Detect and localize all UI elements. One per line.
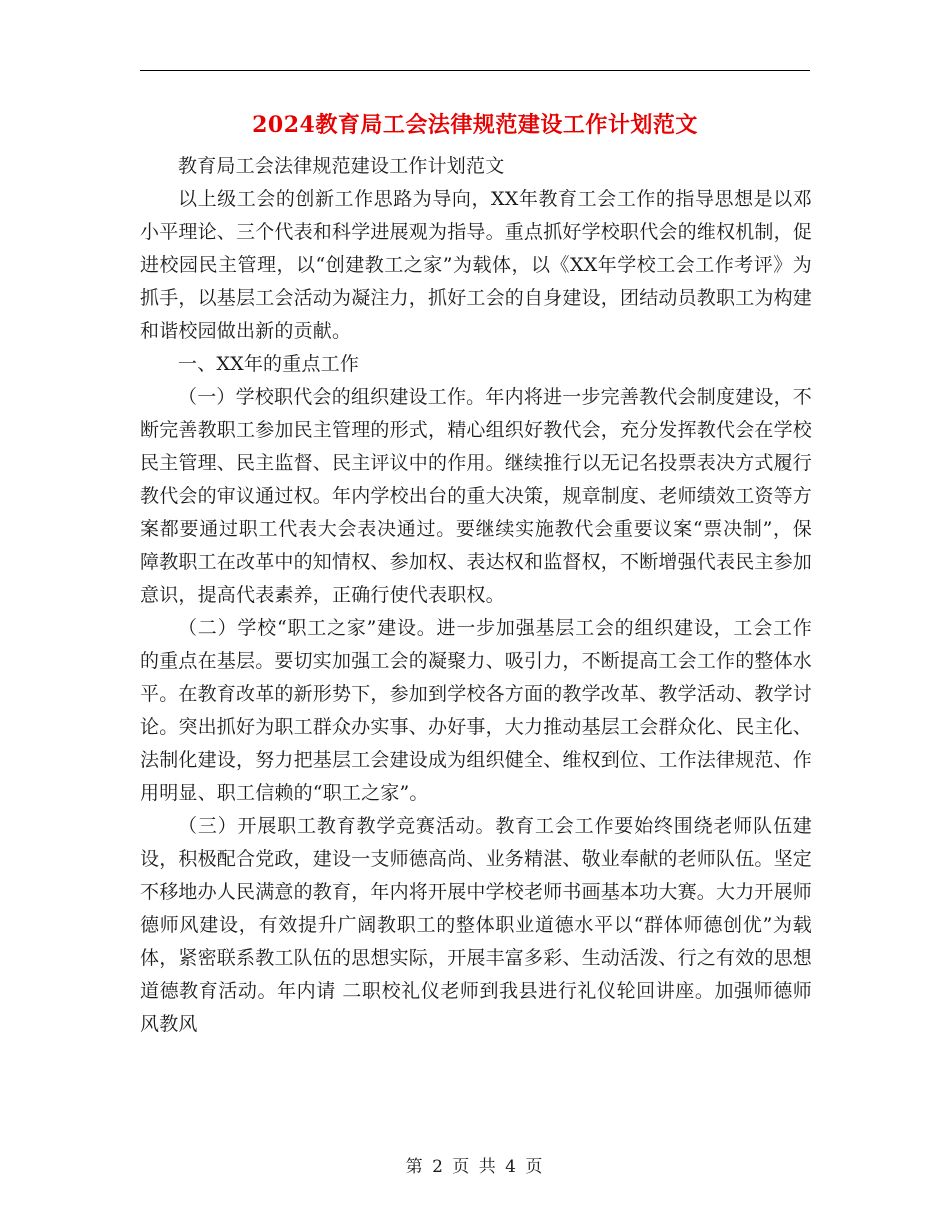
paragraph-item-1: （一）学校职代会的组织建设工作。年内将进一步完善教代会制度建设，不断完善教职工参加民主管理的形式，精心组织好教代会，充分发挥教代会在学校民主管理、民主监督、民主评议中的作用。继续推行以无记名投票表决方式履行教代会的审议通过权。年内学校出台的重大决策，规章制度、老师绩效工资等方案都要通过职工代表大会表决通过。要继续实施教代会重要议案“票决制”，保障教职工在改革中的知情权、参加权、表达权和监督权，不断增强代表民主参加意识，提高代表素养，正确行使代表职权。: [140, 386, 813, 606]
header-rule: [140, 70, 810, 71]
document-title: 2024教育局工会法律规范建设工作计划范文: [252, 112, 698, 138]
section-heading: 一、XX年的重点工作: [178, 353, 360, 375]
paragraph-intro: 以上级工会的创新工作思路为导向，XX年教育工会工作的指导思想是以邓小平理论、三个代表和科学进展观为指导。重点抓好学校职代会的维权机制，促进校园民主管理，以“创建教工之家”为载体，以《XX年学校工会工作考评》为抓手，以基层工会活动为凝注力，抓好工会的自身建设，团结动员教职工为构建和谐校园做出新的贡献。: [140, 188, 813, 342]
paragraph-item-2: （二）学校“职工之家”建设。进一步加强基层工会的组织建设，工会工作的重点在基层。要切实加强工会的凝聚力、吸引力，不断提高工会工作的整体水平。在教育改革的新形势下，参加到学校各方面的教学改革、教学活动、教学讨论。突出抓好为职工群众办实事、办好事，大力推动基层工会群众化、民主化、法制化建设，努力把基层工会建设成为组织健全、维权到位、工作法律规范、作用明显、职工信赖的“职工之家”。: [140, 617, 813, 804]
document-body: [140, 150, 812, 1041]
page-number: 第 2 页 共 4 页: [405, 1157, 545, 1177]
paragraph-subtitle: 教育局工会法律规范建设工作计划范文: [178, 155, 505, 177]
paragraph-item-3: （三）开展职工教育教学竞赛活动。教育工会工作要始终围绕老师队伍建设，积极配合党政，建设一支师德高尚、业务精湛、敬业奉献的老师队伍。坚定不移地办人民满意的教育，年内将开展中学校老师书画基本功大赛。大力开展师德师风建设，有效提升广阔教职工的整体职业道德水平以“群体师德创优”为载体，紧密联系教工队伍的思想实际，开展丰富多彩、生动活泼、行之有效的思想道德教育活动。年内请 二职校礼仪老师到我县进行礼仪轮回讲座。加强师德师风教风: [140, 815, 813, 1035]
